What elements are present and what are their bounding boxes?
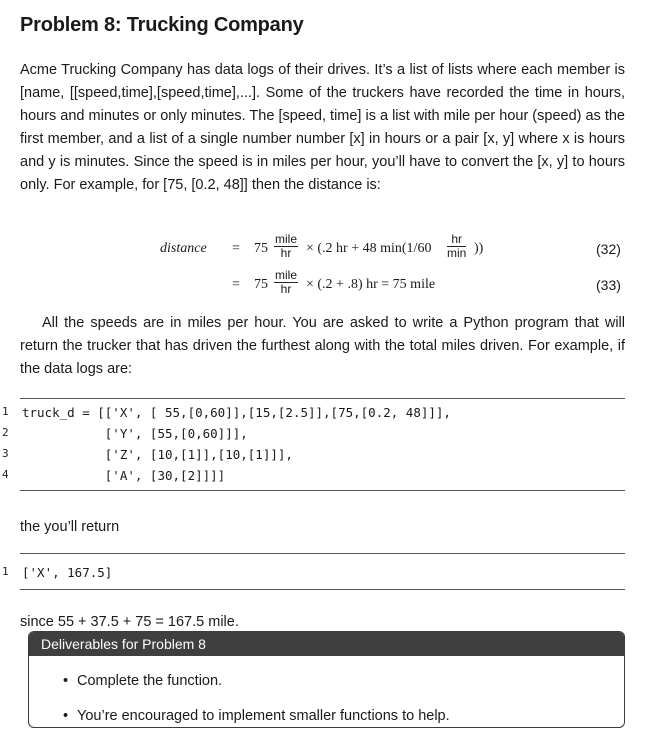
fraction-mile-per-hr-2 xyxy=(274,269,298,296)
line-number: 1 xyxy=(2,565,9,578)
fraction-mile-per-hr-1 xyxy=(274,233,298,260)
fraction-numerator: mile xyxy=(275,268,298,282)
equation-eq-sign-2: = xyxy=(232,277,240,292)
line-number: 4 xyxy=(2,468,9,481)
code-block-2-bottom-rule xyxy=(20,589,625,590)
code-block-1-top-rule xyxy=(20,398,625,399)
fraction-hr-per-min xyxy=(447,233,466,260)
code-line: ['Y', [55,[0,60]]], xyxy=(22,426,248,441)
equation-lhs: distance xyxy=(160,241,207,256)
line-number: 2 xyxy=(2,426,9,439)
line-number: 1 xyxy=(2,405,9,418)
deliverables-list xyxy=(29,664,624,728)
fraction-denominator: min xyxy=(447,246,467,260)
code-block-1-bottom-rule xyxy=(20,490,625,491)
equation-line1-mid: × (.2 hr + 48 min(1/60 xyxy=(306,241,432,256)
equation-line1-tail: )) xyxy=(474,241,484,256)
line-number: 3 xyxy=(2,447,9,460)
equation-eq-sign-1: = xyxy=(232,241,240,256)
deliverable-item: • You’re encouraged to implement smaller functions to help. xyxy=(77,699,624,728)
code-line: ['X', 167.5] xyxy=(22,565,113,580)
code-line: ['A', [30,[2]]]] xyxy=(22,468,226,483)
fraction-numerator: hr xyxy=(447,233,466,247)
equation-number-32: (32) xyxy=(596,241,621,257)
code-line: truck_d = [['X', [ 55,[0,60]],[15,[2.5]],[75,[0.2, 48]]], xyxy=(22,405,451,420)
equation-number-33: (33) xyxy=(596,277,621,293)
fraction-denominator: hr xyxy=(280,246,292,260)
deliverables-box xyxy=(28,631,625,728)
fraction-numerator: mile xyxy=(275,232,298,246)
deliverable-item: • Complete the function. xyxy=(77,664,624,699)
equation-line2-mid: × (.2 + .8) hr = 75 mile xyxy=(306,277,436,292)
equation-coef-1: 75 xyxy=(254,241,268,256)
code-block-2-top-rule xyxy=(20,553,625,554)
since-text: since 55 + 37.5 + 75 = 167.5 mile. xyxy=(20,614,239,630)
return-text: the you’ll return xyxy=(20,519,120,535)
code-line: ['Z', [10,[1]],[10,[1]]], xyxy=(22,447,293,462)
fraction-denominator: hr xyxy=(280,282,292,296)
problem-title: Problem 8: Trucking Company xyxy=(20,14,304,36)
deliverables-header: Deliverables for Problem 8 xyxy=(29,632,624,656)
second-paragraph: All the speeds are in miles per hour. You are asked to write a Python program that will return the trucker that has driven the furthest along with the total miles driven. For example, if the data logs are: xyxy=(20,315,625,377)
intro-paragraph: Acme Trucking Company has data logs of their drives. It’s a list of lists where each member is [name, [[speed,time],[speed,time],...]. Some of the truckers have recorded the time in hours, hours and minutes or only minutes. The [speed, time] is a list with mile per hour (speed) as the first member, and a list of a single number number [x] in hours or a pair [x, y] where x is hours and y is minutes. Since the speed is in miles per hour, you’ll have to convert the [x, y] to hours only. For example, for [75, [0.2, 48]] then the distance is: xyxy=(20,62,625,193)
equation-coef-2: 75 xyxy=(254,277,268,292)
